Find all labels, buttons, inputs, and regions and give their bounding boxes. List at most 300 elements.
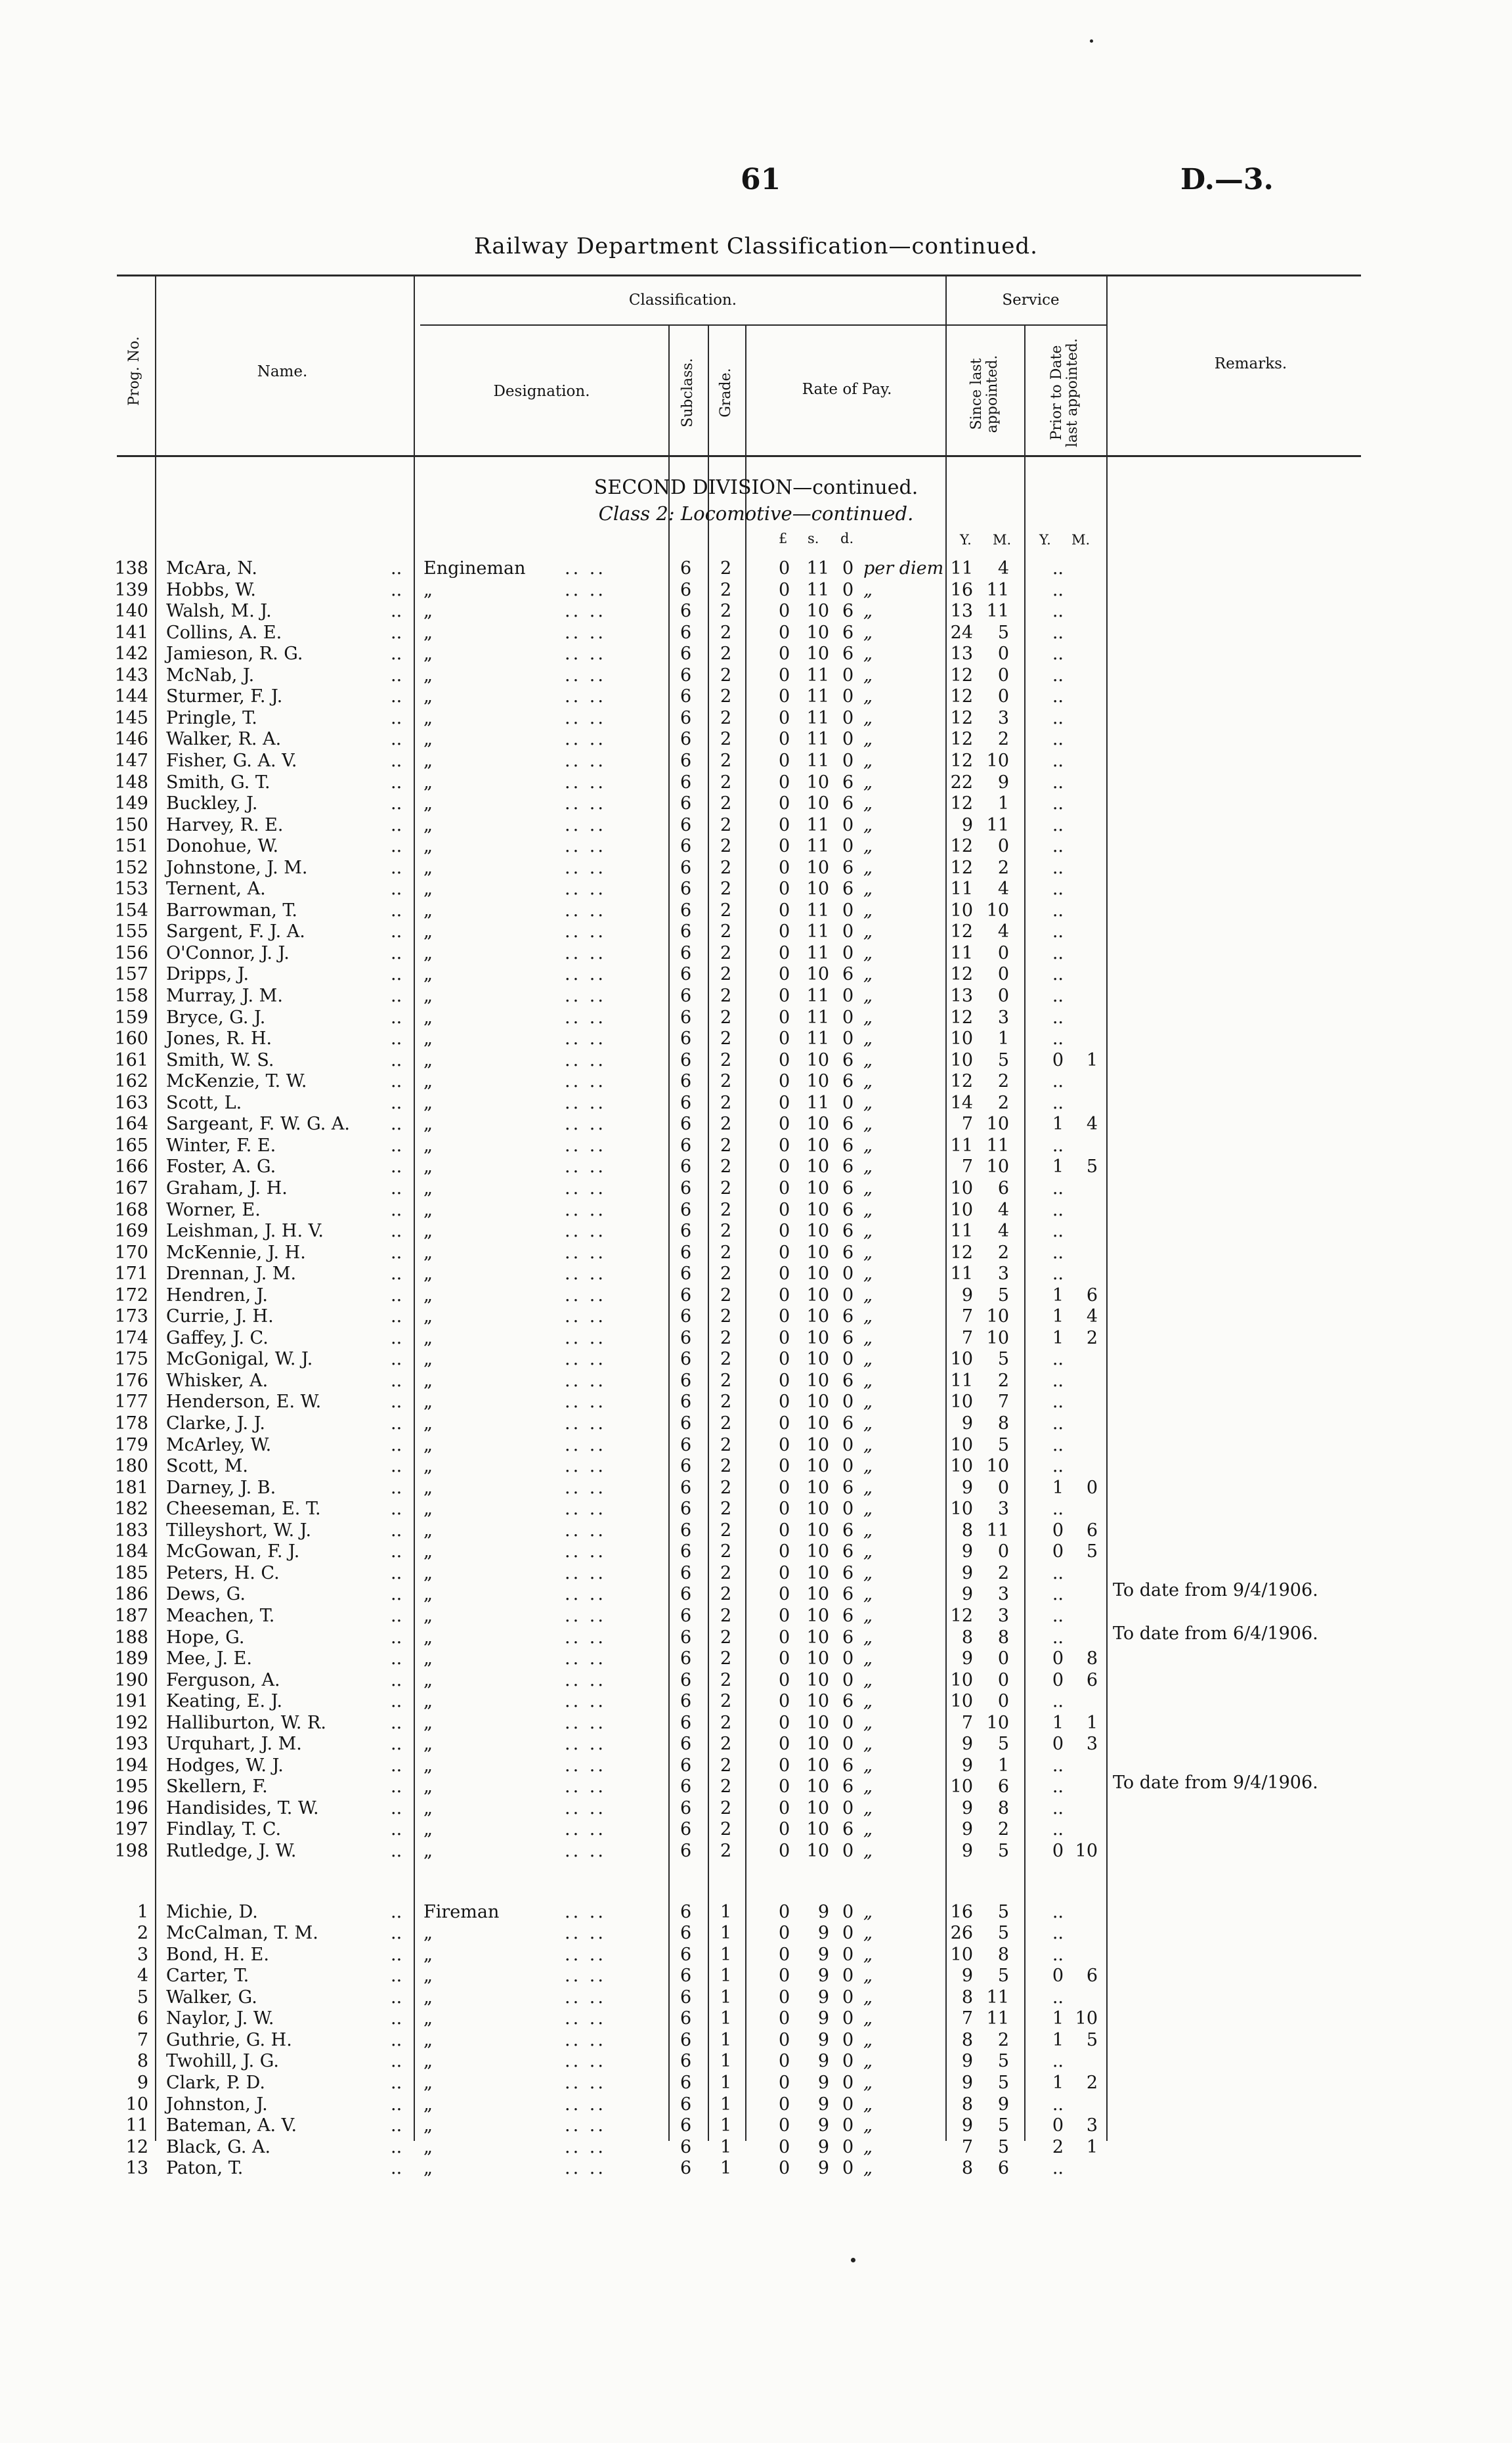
cell-d: 6	[842, 1478, 854, 1498]
cell-l: 0	[779, 1819, 790, 1839]
cell-d: 0	[842, 1392, 854, 1412]
cell-sub: 6	[680, 2030, 692, 2050]
cell-d: 0	[842, 580, 854, 600]
cell-sub: 6	[680, 879, 692, 899]
cell-py: ..	[1052, 1776, 1064, 1797]
table-row	[0, 623, 1512, 644]
cell-sub: 6	[680, 964, 692, 984]
cell-d: 6	[842, 1050, 854, 1070]
cell-pm: 4	[1086, 1306, 1098, 1327]
leader-dots: .. ..	[565, 729, 606, 749]
cell-no: 1	[137, 1902, 148, 1922]
leader-dots: .. ..	[565, 2051, 606, 2071]
cell-pd: „	[863, 1264, 873, 1284]
leader-dots: ..	[391, 665, 402, 686]
cell-gr: 2	[720, 1798, 732, 1818]
cell-s: 10	[806, 772, 829, 793]
cell-sub: 6	[680, 943, 692, 963]
cell-l: 0	[779, 558, 790, 579]
cell-name: Guthrie, G. H.	[166, 2030, 292, 2050]
leader-dots: ..	[391, 2115, 402, 2136]
table-row	[0, 2051, 1512, 2072]
cell-l: 0	[779, 858, 790, 878]
cell-d: 6	[842, 1584, 854, 1604]
cell-pd: „	[863, 729, 873, 749]
cell-name: McGonigal, W. J.	[166, 1349, 313, 1369]
cell-gr: 2	[720, 1734, 732, 1754]
cell-sy: 10	[950, 1945, 973, 1965]
cell-sub: 6	[680, 729, 692, 749]
cell-gr: 1	[720, 2008, 732, 2029]
cell-sm: 5	[997, 2051, 1009, 2071]
cell-s: 10	[806, 1478, 829, 1498]
cell-no: 139	[114, 580, 148, 600]
cell-d: 6	[842, 1371, 854, 1391]
cell-gr: 1	[720, 2030, 732, 2050]
cell-d: 0	[842, 708, 854, 728]
cell-s: 11	[806, 986, 829, 1006]
cell-des: „	[423, 2030, 433, 2050]
cell-des: „	[423, 1135, 433, 1156]
cell-name: Naylor, J. W.	[166, 2008, 274, 2029]
leader-dots: .. ..	[565, 1392, 606, 1412]
cell-gr: 2	[720, 1648, 732, 1669]
leader-dots: .. ..	[565, 879, 606, 899]
cell-l: 0	[779, 772, 790, 793]
header-rate-of-pay: Rate of Pay.	[802, 381, 892, 398]
cell-l: 0	[779, 623, 790, 643]
cell-sy: 7	[961, 2137, 973, 2157]
cell-d: 6	[842, 858, 854, 878]
cell-des: „	[423, 1243, 433, 1263]
cell-name: Scott, M.	[166, 1456, 248, 1476]
leader-dots: .. ..	[565, 1050, 606, 1070]
cell-no: 156	[114, 943, 148, 963]
cell-des: „	[423, 2051, 433, 2071]
cell-s: 10	[806, 879, 829, 899]
cell-name: Graham, J. H.	[166, 1178, 288, 1199]
cell-sy: 9	[961, 1734, 973, 1754]
cell-sub: 6	[680, 1156, 692, 1177]
cell-gr: 2	[720, 1007, 732, 1028]
cell-name: Worner, E.	[166, 1200, 261, 1220]
cell-py: ..	[1052, 2094, 1064, 2115]
cell-py: ..	[1052, 1178, 1064, 1199]
leader-dots: .. ..	[565, 1541, 606, 1562]
cell-pd: „	[863, 1285, 873, 1306]
cell-l: 0	[779, 1987, 790, 2008]
cell-l: 0	[779, 1221, 790, 1241]
cell-s: 11	[806, 665, 829, 686]
cell-sub: 6	[680, 1456, 692, 1476]
cell-gr: 1	[720, 2158, 732, 2178]
cell-d: 6	[842, 1243, 854, 1263]
cell-l: 0	[779, 1670, 790, 1690]
cell-s: 10	[806, 1776, 829, 1797]
cell-d: 6	[842, 1541, 854, 1562]
cell-des: „	[423, 1648, 433, 1669]
cell-l: 0	[779, 1478, 790, 1498]
table-row	[0, 2158, 1512, 2179]
cell-s: 10	[806, 964, 829, 984]
cell-sub: 6	[680, 665, 692, 686]
cell-d: 0	[842, 2008, 854, 2029]
cell-d: 0	[842, 1093, 854, 1113]
cell-des: „	[423, 644, 433, 664]
leader-dots: .. ..	[565, 1945, 606, 1965]
table-row	[0, 943, 1512, 964]
cell-py: ..	[1052, 1392, 1064, 1412]
cell-sub: 6	[680, 751, 692, 771]
cell-gr: 1	[720, 1966, 732, 1986]
cell-des: „	[423, 1755, 433, 1776]
leader-dots: .. ..	[565, 1221, 606, 1241]
cell-gr: 2	[720, 580, 732, 600]
unit-months-since: M.	[993, 532, 1012, 548]
cell-sm: 10	[986, 1328, 1009, 1348]
cell-d: 6	[842, 1691, 854, 1711]
cell-gr: 2	[720, 1691, 732, 1711]
leader-dots: .. ..	[565, 2115, 606, 2136]
leader-dots: .. ..	[565, 964, 606, 984]
cell-name: Black, G. A.	[166, 2137, 271, 2157]
cell-d: 6	[842, 1114, 854, 1134]
cell-sm: 11	[986, 815, 1009, 835]
leader-dots: .. ..	[565, 2008, 606, 2029]
leader-dots: .. ..	[565, 1071, 606, 1091]
cell-no: 184	[114, 1541, 148, 1562]
cell-d: 0	[842, 1499, 854, 1519]
cell-sub: 6	[680, 580, 692, 600]
cell-d: 0	[842, 686, 854, 707]
cell-name: Drennan, J. M.	[166, 1264, 297, 1284]
cell-des: „	[423, 1584, 433, 1604]
cell-d: 6	[842, 1178, 854, 1199]
cell-l: 0	[779, 2137, 790, 2157]
cell-sub: 6	[680, 1987, 692, 2008]
cell-name: Walker, R. A.	[166, 729, 282, 749]
cell-sm: 8	[997, 1413, 1009, 1434]
page-number: 61	[741, 163, 781, 196]
cell-name: Henderson, E. W.	[166, 1392, 322, 1412]
cell-sm: 0	[997, 964, 1009, 984]
cell-sm: 6	[997, 1178, 1009, 1199]
leader-dots: .. ..	[565, 708, 606, 728]
table-row	[0, 1306, 1512, 1327]
cell-pd: „	[863, 900, 873, 921]
leader-dots: .. ..	[565, 665, 606, 686]
cell-py: ..	[1052, 1923, 1064, 1943]
cell-py: ..	[1052, 2051, 1064, 2071]
leader-dots: ..	[391, 2137, 402, 2157]
cell-gr: 2	[720, 1670, 732, 1690]
cell-d: 0	[842, 986, 854, 1006]
leader-dots: ..	[391, 1156, 402, 1177]
cell-l: 0	[779, 2051, 790, 2071]
cell-gr: 2	[720, 1028, 732, 1049]
cell-l: 0	[779, 580, 790, 600]
cell-sub: 6	[680, 1798, 692, 1818]
cell-py: 1	[1052, 1114, 1064, 1134]
leader-dots: .. ..	[565, 2137, 606, 2157]
cell-sy: 9	[961, 2115, 973, 2136]
cell-sm: 2	[997, 1819, 1009, 1839]
cell-gr: 1	[720, 1923, 732, 1943]
leader-dots: ..	[391, 1734, 402, 1754]
cell-py: ..	[1052, 1563, 1064, 1583]
cell-sub: 6	[680, 1392, 692, 1412]
cell-pd: „	[863, 1221, 873, 1241]
cell-des: „	[423, 1071, 433, 1091]
leader-dots: ..	[391, 2094, 402, 2115]
cell-sy: 13	[950, 644, 973, 664]
cell-sub: 6	[680, 644, 692, 664]
cell-no: 6	[137, 2008, 148, 2029]
header-classification: Classification.	[628, 292, 737, 309]
cell-l: 0	[779, 1243, 790, 1263]
cell-sub: 6	[680, 2137, 692, 2157]
unit-shillings: s.	[808, 531, 819, 546]
leader-dots: .. ..	[565, 1987, 606, 2008]
cell-l: 0	[779, 921, 790, 942]
cell-py: 0	[1052, 1648, 1064, 1669]
cell-sy: 9	[961, 1798, 973, 1818]
cell-des: „	[423, 1713, 433, 1733]
cell-d: 0	[842, 1945, 854, 1965]
cell-des: „	[423, 1306, 433, 1327]
table-row	[0, 1328, 1512, 1349]
cell-sm: 10	[986, 1713, 1009, 1733]
cell-pm: 0	[1086, 1478, 1098, 1498]
cell-des: „	[423, 1392, 433, 1412]
cell-des: „	[423, 708, 433, 728]
cell-pd: „	[863, 1028, 873, 1049]
cell-sm: 7	[997, 1392, 1009, 1412]
cell-s: 10	[806, 1221, 829, 1241]
cell-d: 0	[842, 1987, 854, 2008]
leader-dots: .. ..	[565, 1413, 606, 1434]
cell-py: ..	[1052, 1413, 1064, 1434]
cell-sy: 12	[950, 921, 973, 942]
cell-rem: To date from 9/4/1906.	[1113, 1772, 1318, 1793]
cell-pd: „	[863, 1071, 873, 1091]
cell-pm: 5	[1086, 1541, 1098, 1562]
cell-sy: 9	[961, 1648, 973, 1669]
cell-des: „	[423, 1798, 433, 1818]
table-row	[0, 986, 1512, 1007]
cell-d: 0	[842, 836, 854, 856]
cell-s: 10	[806, 601, 829, 621]
cell-pd: „	[863, 1902, 873, 1922]
cell-pm: 1	[1086, 1050, 1098, 1070]
cell-d: 0	[842, 1264, 854, 1284]
cell-py: ..	[1052, 1264, 1064, 1284]
leader-dots: .. ..	[565, 858, 606, 878]
table-row	[0, 1093, 1512, 1114]
leader-dots: .. ..	[565, 986, 606, 1006]
cell-des: „	[423, 1413, 433, 1434]
table-row	[0, 2094, 1512, 2115]
cell-name: Murray, J. M.	[166, 986, 283, 1006]
cell-sm: 8	[997, 1945, 1009, 1965]
cell-gr: 2	[720, 751, 732, 771]
table-row	[0, 1841, 1512, 1862]
cell-s: 11	[806, 815, 829, 835]
cell-l: 0	[779, 836, 790, 856]
cell-pm: 6	[1086, 1966, 1098, 1986]
cell-sy: 10	[950, 1691, 973, 1711]
cell-sub: 6	[680, 1371, 692, 1391]
cell-py: ..	[1052, 1007, 1064, 1028]
table-row	[0, 644, 1512, 665]
cell-sm: 11	[986, 580, 1009, 600]
cell-pd: „	[863, 1584, 873, 1604]
table-row	[0, 1178, 1512, 1199]
cell-s: 11	[806, 729, 829, 749]
cell-py: ..	[1052, 1135, 1064, 1156]
cell-name: Hope, G.	[166, 1627, 245, 1648]
cell-py: ..	[1052, 836, 1064, 856]
cell-d: 6	[842, 1776, 854, 1797]
leader-dots: ..	[391, 1902, 402, 1922]
cell-d: 0	[842, 1670, 854, 1690]
cell-no: 141	[114, 623, 148, 643]
cell-des: „	[423, 1093, 433, 1113]
cell-name: Sturmer, F. J.	[166, 686, 283, 707]
cell-gr: 2	[720, 644, 732, 664]
cell-sm: 2	[997, 1093, 1009, 1113]
cell-sy: 12	[950, 686, 973, 707]
cell-name: Buckley, J.	[166, 793, 258, 814]
cell-name: Rutledge, J. W.	[166, 1841, 297, 1861]
cell-l: 0	[779, 2073, 790, 2093]
leader-dots: .. ..	[565, 1264, 606, 1284]
cell-gr: 2	[720, 1713, 732, 1733]
cell-s: 9	[817, 1923, 829, 1943]
leader-dots: ..	[391, 1028, 402, 1049]
cell-des: „	[423, 836, 433, 856]
cell-py: ..	[1052, 580, 1064, 600]
print-speck	[1090, 39, 1093, 43]
cell-py: 0	[1052, 1966, 1064, 1986]
cell-pd: „	[863, 1563, 873, 1583]
cell-sm: 4	[997, 558, 1009, 579]
cell-d: 6	[842, 1627, 854, 1648]
cell-pd: „	[863, 2008, 873, 2029]
cell-sub: 6	[680, 1966, 692, 1986]
cell-s: 11	[806, 836, 829, 856]
cell-name: Winter, F. E.	[166, 1135, 276, 1156]
cell-d: 6	[842, 964, 854, 984]
leader-dots: ..	[391, 1007, 402, 1028]
cell-sy: 9	[961, 1413, 973, 1434]
cell-no: 179	[114, 1435, 148, 1455]
cell-pm: 10	[1075, 1841, 1098, 1861]
cell-gr: 2	[720, 815, 732, 835]
cell-no: 165	[114, 1135, 148, 1156]
cell-des: „	[423, 1050, 433, 1070]
cell-sy: 12	[950, 665, 973, 686]
cell-name: Sargent, F. J. A.	[166, 921, 305, 942]
cell-l: 0	[779, 1135, 790, 1156]
cell-no: 180	[114, 1456, 148, 1476]
leader-dots: ..	[391, 751, 402, 771]
cell-sy: 12	[950, 751, 973, 771]
cell-s: 10	[806, 1734, 829, 1754]
cell-sub: 6	[680, 1178, 692, 1199]
cell-d: 0	[842, 1648, 854, 1669]
cell-sm: 10	[986, 1114, 1009, 1134]
cell-py: ..	[1052, 1627, 1064, 1648]
cell-no: 183	[114, 1520, 148, 1541]
leader-dots: .. ..	[565, 1028, 606, 1049]
cell-l: 0	[779, 1841, 790, 1861]
table-row	[0, 686, 1512, 707]
cell-l: 0	[779, 1648, 790, 1669]
cell-pm: 5	[1086, 1156, 1098, 1177]
leader-dots: ..	[391, 1285, 402, 1306]
cell-l: 0	[779, 1691, 790, 1711]
cell-sub: 6	[680, 1520, 692, 1541]
cell-py: ..	[1052, 601, 1064, 621]
cell-des: „	[423, 1691, 433, 1711]
cell-s: 10	[806, 1392, 829, 1412]
cell-gr: 2	[720, 964, 732, 984]
cell-gr: 2	[720, 1156, 732, 1177]
cell-sm: 0	[997, 644, 1009, 664]
leader-dots: ..	[391, 1371, 402, 1391]
cell-name: Currie, J. H.	[166, 1306, 274, 1327]
leader-dots: ..	[391, 1670, 402, 1690]
cell-sub: 6	[680, 1050, 692, 1070]
cell-gr: 2	[720, 601, 732, 621]
table-row	[0, 858, 1512, 879]
cell-sy: 9	[961, 1478, 973, 1498]
cell-gr: 2	[720, 1264, 732, 1284]
cell-sy: 12	[950, 964, 973, 984]
cell-no: 173	[114, 1306, 148, 1327]
cell-s: 10	[806, 1156, 829, 1177]
header-name: Name.	[257, 363, 308, 380]
cell-gr: 2	[720, 1456, 732, 1476]
cell-sy: 8	[961, 1627, 973, 1648]
leader-dots: ..	[391, 858, 402, 878]
cell-d: 6	[842, 1071, 854, 1091]
cell-pd: „	[863, 644, 873, 664]
leader-dots: .. ..	[565, 1200, 606, 1220]
cell-pd: „	[863, 1691, 873, 1711]
cell-s: 10	[806, 793, 829, 814]
leader-dots: .. ..	[565, 1135, 606, 1156]
cell-d: 6	[842, 1135, 854, 1156]
leader-dots: .. ..	[565, 1349, 606, 1369]
cell-name: Walsh, M. J.	[166, 601, 272, 621]
leader-dots: ..	[391, 644, 402, 664]
cell-no: 188	[114, 1627, 148, 1648]
cell-pm: 6	[1086, 1285, 1098, 1306]
cell-des: „	[423, 793, 433, 814]
cell-sm: 5	[997, 2137, 1009, 2157]
leader-dots: .. ..	[565, 1755, 606, 1776]
cell-s: 10	[806, 1606, 829, 1626]
cell-s: 9	[817, 2051, 829, 2071]
cell-sy: 26	[950, 1923, 973, 1943]
cell-s: 10	[806, 1435, 829, 1455]
leader-dots: ..	[391, 1135, 402, 1156]
cell-no: 158	[114, 986, 148, 1006]
cell-sub: 6	[680, 2094, 692, 2115]
cell-gr: 2	[720, 1178, 732, 1199]
